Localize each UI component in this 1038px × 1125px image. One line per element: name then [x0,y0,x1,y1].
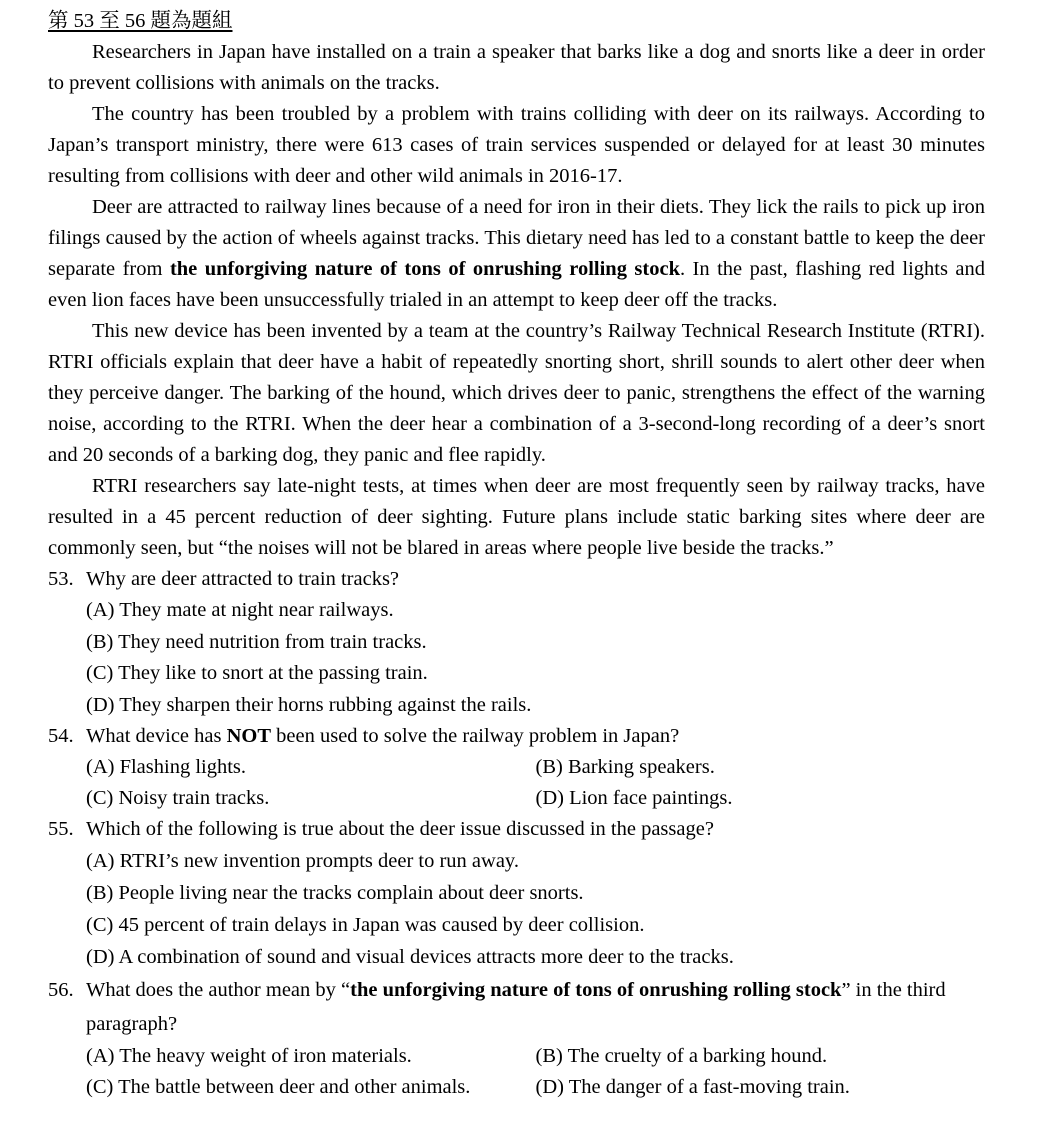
question-number: 54. [48,725,74,747]
options [48,1041,985,1103]
option-a[interactable]: (A) The heavy weight of iron materials. [86,1045,412,1067]
question-text-after: been used to solve the railway problem in Japan? [271,725,680,747]
option-b[interactable]: (B) People living near the tracks complain about deer snorts. [86,882,584,904]
option-b[interactable]: (B) The cruelty of a barking hound. [535,1045,828,1067]
option-c[interactable]: (C) Noisy train tracks. [86,787,270,809]
reading-passage [48,37,985,564]
option-b[interactable]: (B) They need nutrition from train tracks. [86,630,427,653]
exam-page [48,6,985,1103]
question-text: Why are deer attracted to train tracks? [86,568,400,590]
question-emphasis: the unforgiving nature of tons of onrushing rolling stock [350,979,842,1001]
option-c[interactable]: (C) The battle between deer and other animals. [86,1076,471,1098]
option-d[interactable]: (D) A combination of sound and visual devices attracts more deer to the tracks. [86,946,734,968]
question-56 [48,973,985,1103]
option-c[interactable]: (C) 45 percent of train delays in Japan was caused by deer collision. [86,914,645,936]
option-a[interactable]: (A) They mate at night near railways. [86,599,394,621]
passage-paragraph-1: Researchers in Japan have installed on a train a speaker that barks like a dog and snorts like a deer in order to prevent collisions with animals on the tracks. [48,41,985,94]
question-text-before: What device has [86,725,227,747]
options [48,845,985,973]
question-text-after: ” in the third paragraph? [86,979,946,1035]
passage-paragraph-3-text-after: . In the past, flashing red lights and even lion faces have been unsuccessfully trialed in an attempt to keep deer off the tracks. [48,258,986,311]
options [48,595,985,721]
options [48,752,985,814]
passage-paragraph-2: The country has been troubled by a problem with trains colliding with deer on its railways. According to Japan’s transport ministry, there were 613 cases of train services suspended or delayed for at least 30 minutes resulting from collisions with deer and other wild animals in 2016-17. [48,103,985,187]
option-d[interactable]: (D) They sharpen their horns rubbing against the rails. [86,693,532,716]
section-title: 第 53 至 56 題為題組 [48,10,233,32]
option-c[interactable]: (C) They like to snort at the passing train. [86,662,428,684]
question-number: 55. [48,818,74,840]
question-text-before: What does the author mean by “ [86,979,351,1001]
passage-paragraph-5: RTRI researchers say late-night tests, at times when deer are most frequently seen by railway tracks, have resulted in a 45 percent reduction of deer sighting. Future plans include static barking sites where deer are commonly seen, but “the noises will not be blared in areas where people live beside the tracks.” [48,475,985,559]
question-54 [48,721,985,814]
question-number: 56. [48,979,74,1001]
passage-paragraph-3-text-before: Deer are attracted to railway lines because of a need for iron in their diets. They lick the rails to pick up iron filings caused by the action of wheels against tracks. This dietary need has led to a constant battle to keep the deer separate from [48,196,985,280]
option-d[interactable]: (D) Lion face paintings. [535,787,733,809]
option-b[interactable]: (B) Barking speakers. [535,756,715,778]
passage-paragraph-3 [48,192,985,316]
question-53 [48,564,985,721]
question-number: 53. [48,568,74,590]
passage-key-phrase: the unforgiving nature of tons of onrushing rolling stock [169,258,680,280]
question-emphasis: NOT [226,725,272,747]
passage-paragraph-4: This new device has been invented by a team at the country’s Railway Technical Research Institute (RTRI). RTRI officials explain that deer have a habit of repeatedly snorting short, shrill sounds to alert other deer when they perceive danger. The barking of the hound, which drives deer to panic, strengthens the effect of the warning noise, according to the RTRI. When the deer hear a combination of a 3-second-long recording of a deer’s snort and 20 seconds of a barking dog, they panic and flee rapidly. [48,320,985,466]
question-text: Which of the following is true about the deer issue discussed in the passage? [86,818,714,840]
question-55 [48,814,985,973]
option-d[interactable]: (D) The danger of a fast-moving train. [535,1076,850,1098]
option-a[interactable]: (A) RTRI’s new invention prompts deer to run away. [86,850,519,872]
option-a[interactable]: (A) Flashing lights. [86,756,247,778]
